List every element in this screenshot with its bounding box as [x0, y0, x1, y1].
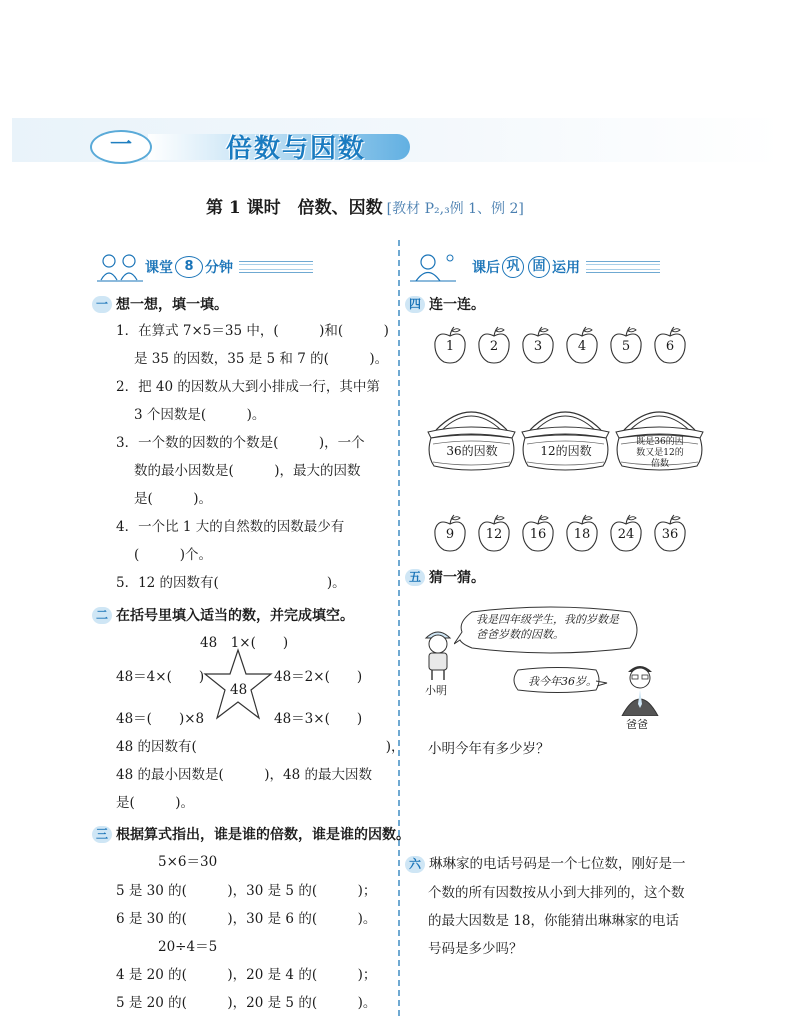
- dad-speech-text: 我今年36岁。: [528, 675, 597, 688]
- apple-number: 2: [489, 339, 499, 354]
- bottom-apple[interactable]: [476, 514, 512, 552]
- caption-text-pre: 课堂: [145, 260, 173, 276]
- caption-decor-lines: [239, 261, 313, 273]
- caption-minutes-number: 8: [175, 256, 203, 278]
- s1-line: 4．一个比 1 大的自然数的因数最少有: [116, 519, 345, 535]
- basket-icon: [518, 404, 613, 472]
- children-illustration-icon: [95, 252, 145, 282]
- unit-number: 一: [90, 130, 152, 164]
- top-apple[interactable]: [432, 326, 468, 364]
- s3-line: 4 是 20 的( )，20 是 4 的( )；: [116, 967, 377, 983]
- column-divider: [398, 240, 400, 1016]
- left-section-caption: [95, 256, 313, 278]
- s3-equation: 20÷4＝5: [158, 939, 218, 955]
- section-1-title-text: 想一想，填一填。: [116, 297, 228, 313]
- dad-icon: [618, 660, 662, 716]
- caption-text-pre: 课后: [472, 260, 500, 276]
- section-6-title: [405, 855, 686, 874]
- apple-number: 18: [573, 527, 591, 542]
- unit-title: 倍数与因数: [226, 134, 367, 164]
- section-2-title: [92, 605, 354, 625]
- apple-number: 5: [621, 339, 631, 354]
- caption-char-1: 巩: [502, 256, 524, 278]
- boy-icon: [418, 624, 458, 682]
- right-section-caption: [408, 256, 660, 278]
- section-1-number: 一: [92, 296, 112, 313]
- s1-line: 3 个因数是( )。: [134, 407, 266, 423]
- basket[interactable]: [612, 404, 707, 472]
- section-2-title-text: 在括号里填入适当的数，并完成填空。: [116, 608, 354, 624]
- s1-line: 3．一个数的因数的个数是( )，一个: [116, 435, 365, 451]
- s5-question: 小明今年有多少岁？: [428, 741, 550, 757]
- star-center-number: 48: [230, 682, 248, 698]
- top-apple[interactable]: [520, 326, 556, 364]
- section-1-title: [92, 294, 228, 314]
- section-5-number: 五: [405, 569, 425, 586]
- section-4-title-text: 连一连。: [429, 297, 485, 313]
- student-illustration-icon: [408, 252, 458, 282]
- star-bottom-right-equation: 48＝3×( ): [274, 711, 363, 727]
- bottom-apple[interactable]: [652, 514, 688, 552]
- bottom-apple[interactable]: [432, 514, 468, 552]
- s6-line: 号码是多少吗？: [428, 941, 523, 957]
- s2-fill-line: 48 的最小因数是( )，48 的最大因数: [116, 767, 372, 783]
- star-top-equation: 48 1×( ): [200, 635, 289, 651]
- section-5-title: [405, 567, 485, 587]
- apple-number: 12: [485, 527, 503, 542]
- apple-number: 1: [445, 339, 455, 354]
- apple-number: 6: [665, 339, 675, 354]
- apple-number: 9: [445, 527, 455, 542]
- basket-label: 12的因数: [540, 444, 592, 458]
- s2-fill-line: 是( )。: [116, 795, 195, 811]
- s1-line: 5．12 的因数有( )。: [116, 575, 346, 591]
- s1-line: 1．在算式 7×5＝35 中，( )和( ): [116, 323, 389, 339]
- top-apple[interactable]: [608, 326, 644, 364]
- section-2-number: 二: [92, 607, 112, 624]
- star-left-equation: 48＝4×( ): [116, 669, 205, 685]
- boy-speech-text: 我是四年级学生，我的岁数是爸爸岁数的因数。: [476, 613, 619, 641]
- caption-decor-lines: [586, 261, 660, 273]
- top-apple[interactable]: [476, 326, 512, 364]
- dad-label: 爸爸: [626, 718, 648, 731]
- s1-line: 2．把 40 的因数从大到小排成一行，其中第: [116, 379, 380, 395]
- section-3-number: 三: [92, 826, 112, 843]
- section-4-number: 四: [405, 296, 425, 313]
- apple-number: 3: [533, 339, 543, 354]
- section-3-title: [92, 824, 410, 844]
- s3-equation: 5×6＝30: [158, 854, 218, 870]
- s3-line: 6 是 30 的( )，30 是 6 的( )。: [116, 911, 377, 927]
- basket-label: 既是36的因数又是12的倍数: [636, 437, 684, 469]
- basket-icon: [424, 404, 519, 472]
- apple-number: 24: [617, 527, 635, 542]
- top-apple[interactable]: [652, 326, 688, 364]
- section-4-title: [405, 294, 485, 314]
- bottom-apple[interactable]: [520, 514, 556, 552]
- section-5-title-text: 猜一猜。: [429, 570, 485, 586]
- section-6-number: 六: [405, 856, 425, 873]
- caption-char-2: 固: [528, 256, 550, 278]
- bottom-apple[interactable]: [608, 514, 644, 552]
- s6-line: 琳琳家的电话号码是一个七位数，刚好是一: [429, 856, 686, 872]
- s1-line: 是 35 的因数，35 是 5 和 7 的( )。: [134, 351, 389, 367]
- apple-number: 16: [529, 527, 547, 542]
- s6-line: 的最大因数是 18，你能猜出琳琳家的电话: [428, 913, 679, 929]
- boy-label: 小明: [425, 684, 447, 697]
- basket[interactable]: [424, 404, 519, 472]
- s1-line: ( )个。: [134, 547, 213, 563]
- s1-line: 数的最小因数是( )，最大的因数: [134, 463, 361, 479]
- top-apple[interactable]: [564, 326, 600, 364]
- apple-number: 36: [661, 527, 679, 542]
- s3-line: 5 是 20 的( )，20 是 5 的( )。: [116, 995, 377, 1011]
- bottom-apple[interactable]: [564, 514, 600, 552]
- star-bottom-left-equation: 48＝( )×8: [116, 711, 205, 727]
- section-3-title-text: 根据算式指出，谁是谁的倍数，谁是谁的因数。: [116, 827, 410, 843]
- s3-line: 5 是 30 的( )，30 是 5 的( )；: [116, 883, 377, 899]
- s2-fill-line: 48 的因数有( )，: [116, 739, 405, 755]
- caption-text-post: 运用: [552, 260, 580, 276]
- basket-label: 36的因数: [446, 444, 498, 458]
- lesson-title-text: 第 1 课时 倍数、因数: [206, 198, 383, 218]
- s6-line: 个数的所有因数按从小到大排列的，这个数: [428, 885, 685, 901]
- basket[interactable]: [518, 404, 613, 472]
- caption-text-post: 分钟: [205, 260, 233, 276]
- apple-number: 4: [577, 339, 587, 354]
- s1-line: 是( )。: [134, 491, 213, 507]
- textbook-reference: [教材 P₂,₃例 1、例 2]: [386, 201, 524, 217]
- star-right-equation: 48＝2×( ): [274, 669, 363, 685]
- lesson-title: [206, 193, 524, 218]
